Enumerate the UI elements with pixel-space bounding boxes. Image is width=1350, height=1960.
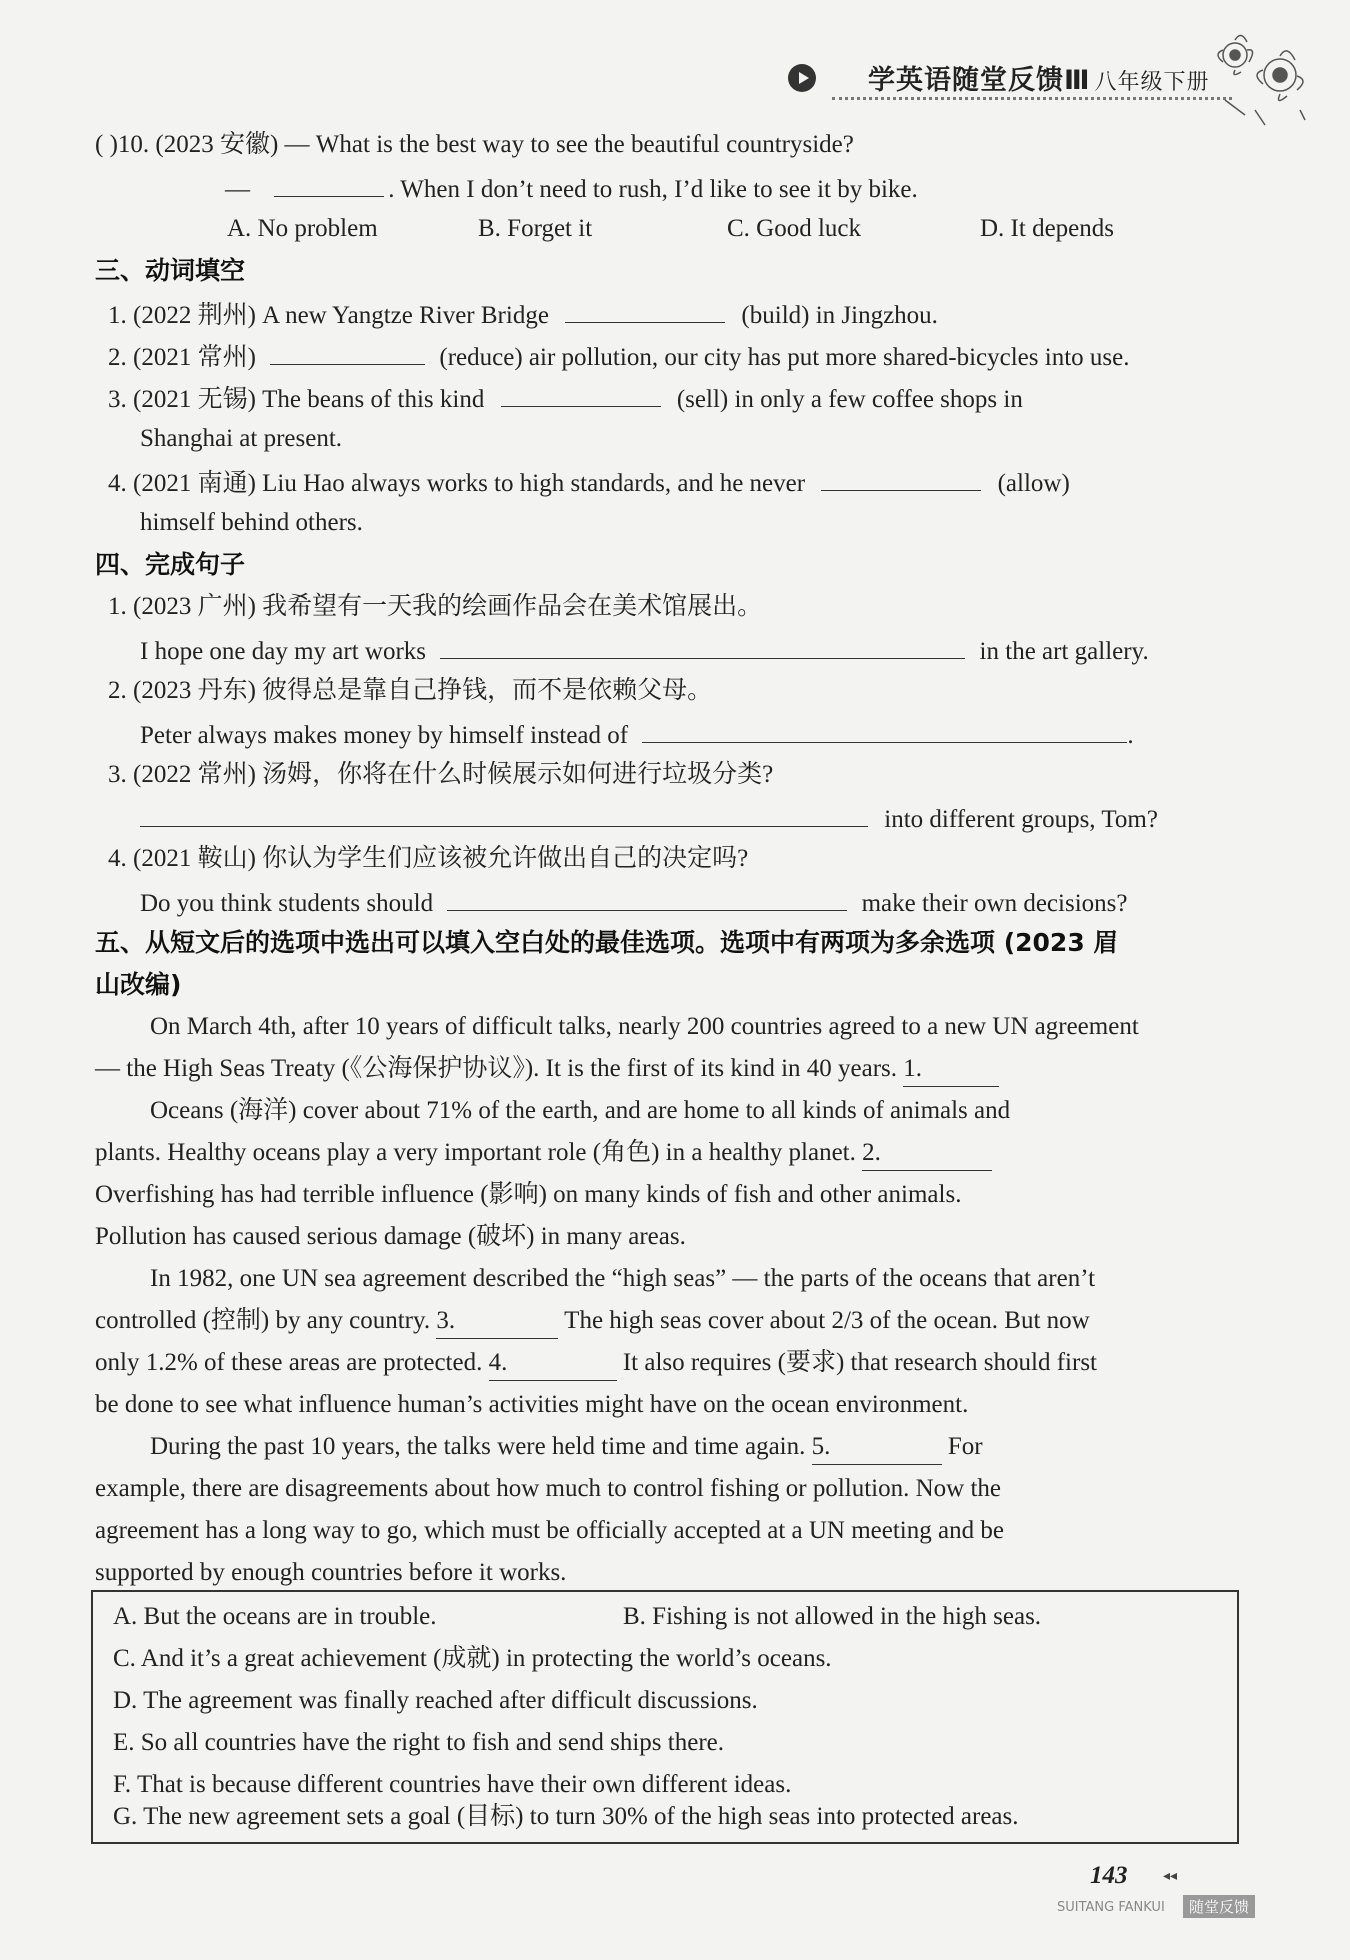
section-4-heading: 四、完成句子 <box>95 550 246 579</box>
dash: — <box>225 176 250 203</box>
passage-text: plants. Healthy oceans play a very important role (角色) in a healthy planet. <box>95 1139 856 1166</box>
answer-blank[interactable] <box>565 296 725 323</box>
question-10-reply <box>225 170 918 207</box>
passage-line: supported by enough countries before it works. <box>95 1559 567 1586</box>
item-text: (reduce) air pollution, our city has put more shared-bicycles into use. <box>439 344 1130 371</box>
section-5-heading: 五、从短文后的选项中选出可以填入空白处的最佳选项。选项中有两项为多余选项 (2023 眉 <box>95 928 1119 957</box>
passage-line: Pollution has caused serious damage (破坏) in many areas. <box>95 1223 686 1250</box>
choice-a: A. But the oceans are in trouble. <box>113 1603 437 1630</box>
item-text: make their own decisions? <box>861 890 1128 917</box>
passage-line: Oceans (海洋) cover about 71% of the earth, and are home to all kinds of animals and <box>150 1097 1011 1124</box>
passage-line: On March 4th, after 10 years of difficult talks, nearly 200 countries agreed to a new UN agreement <box>150 1013 1139 1040</box>
choice-b: B. Fishing is not allowed in the high seas. <box>623 1603 1042 1630</box>
passage-line <box>95 1346 1097 1381</box>
option-b: B. Forget it <box>478 215 593 242</box>
sentence-item-2-cn: 2. (2023 丹东) 彼得总是靠自己挣钱，而不是依赖父母。 <box>108 677 713 704</box>
sentence-item-1-en <box>140 632 1149 669</box>
section-3-heading: 三、动词填空 <box>95 256 246 285</box>
item-text: 2. (2021 常州) <box>108 344 256 371</box>
passage-text: During the past 10 years, the talks were held time and time again. <box>150 1433 806 1460</box>
book-title <box>868 58 1210 97</box>
option-c: C. Good luck <box>727 215 862 242</box>
passage-text: The high seas cover about 2/3 of the ocean. But now <box>564 1307 1090 1334</box>
choice-f: F. That is because different countries have their own different ideas. <box>113 1771 792 1798</box>
item-text: Do you think students should <box>140 890 434 917</box>
item-text: (sell) in only a few coffee shops in <box>676 386 1023 413</box>
section-5-heading-cont: 山改编) <box>95 970 182 999</box>
passage-line <box>95 1136 992 1171</box>
sentence-item-3-cn: 3. (2022 常州) 汤姆，你将在什么时候展示如何进行垃圾分类? <box>108 761 774 788</box>
answer-blank[interactable] <box>447 884 847 911</box>
book-title-text: 学英语随堂反馈Ⅲ <box>868 65 1091 96</box>
blank-number: 4. <box>488 1349 508 1376</box>
passage-line: example, there are disagreements about how much to control fishing or pollution. Now the <box>95 1475 1002 1502</box>
verb-item-1 <box>108 296 938 333</box>
verb-item-3 <box>108 380 1023 417</box>
reply-text: . When I don’t need to rush, I’d like to see it by bike. <box>388 176 918 203</box>
sentence-item-4-en <box>140 884 1127 921</box>
verb-item-3-cont: Shanghai at present. <box>140 425 343 452</box>
passage-line: Overfishing has had terrible influence (影响) on many kinds of fish and other animals. <box>95 1181 962 1208</box>
item-text: 3. (2021 无锡) The beans of this kind <box>108 386 485 413</box>
question-10-stem: ( )10. (2023 安徽) — What is the best way to see the beautiful countryside? <box>95 131 854 158</box>
choice-c: C. And it’s a great achievement (成就) in protecting the world’s oceans. <box>113 1645 832 1672</box>
passage-blank-3[interactable] <box>436 1304 558 1339</box>
option-d: D. It depends <box>980 215 1114 242</box>
choice-d: D. The agreement was finally reached after difficult discussions. <box>113 1687 758 1714</box>
verb-item-4 <box>108 464 1070 501</box>
play-icon <box>788 64 816 92</box>
answer-blank[interactable] <box>501 380 661 407</box>
item-text: in the art gallery. <box>979 638 1149 665</box>
item-text: 1. (2022 荆州) A new Yangtze River Bridge <box>108 302 549 329</box>
blank-number: 2. <box>862 1139 881 1166</box>
item-text: Peter always makes money by himself instead of <box>140 722 629 749</box>
item-text: 4. (2021 南通) Liu Hao always works to high standards, and he never <box>108 470 806 497</box>
passage-text: For <box>947 1433 983 1460</box>
passage-line: agreement has a long way to go, which must be officially accepted at a UN meeting and be <box>95 1517 1004 1544</box>
passage-text: — the High Seas Treaty (《公海保护协议》). It is the first of its kind in 40 years. <box>95 1055 898 1082</box>
sentence-item-4-cn: 4. (2021 鞍山) 你认为学生们应该被允许做出自己的决定吗? <box>108 845 749 872</box>
answer-blank[interactable] <box>642 716 1127 743</box>
passage-blank-4[interactable] <box>489 1346 617 1381</box>
footer-brand-cn: 随堂反馈 <box>1183 1895 1255 1918</box>
sentence-item-1-cn: 1. (2023 广州) 我希望有一天我的绘画作品会在美术馆展出。 <box>108 593 763 620</box>
passage-blank-1[interactable] <box>903 1052 999 1087</box>
passage-line <box>150 1430 983 1465</box>
passage-text: only 1.2% of these areas are protected. <box>95 1349 483 1376</box>
passage-blank-5[interactable] <box>812 1430 942 1465</box>
passage-text: controlled (控制) by any country. <box>95 1307 431 1334</box>
double-arrow-icon: ◂◂ <box>1163 1869 1178 1884</box>
blank-number: 1. <box>903 1055 923 1082</box>
footer-brand-en: SUITANG FANKUI <box>1057 1900 1165 1915</box>
passage-line <box>95 1304 1090 1339</box>
options-box <box>91 1590 1239 1844</box>
answer-blank[interactable] <box>270 338 425 365</box>
choice-e: E. So all countries have the right to fish and send ships there. <box>113 1729 724 1756</box>
blank-number: 5. <box>811 1433 831 1460</box>
item-text: (build) in Jingzhou. <box>741 302 938 329</box>
choice-g: G. The new agreement sets a goal (目标) to turn 30% of the high seas into protected areas. <box>113 1803 1019 1830</box>
answer-blank[interactable] <box>274 170 384 197</box>
answer-blank[interactable] <box>821 464 981 491</box>
verb-item-2 <box>108 338 1129 375</box>
passage-line: In 1982, one UN sea agreement described the “high seas” — the parts of the oceans that aren’t <box>150 1265 1096 1292</box>
sentence-item-2-en <box>140 716 1134 753</box>
option-a: A. No problem <box>227 215 378 242</box>
answer-blank[interactable] <box>440 632 965 659</box>
header-divider <box>832 97 1232 100</box>
blank-number: 3. <box>436 1307 456 1334</box>
sentence-item-3-en <box>140 800 1158 837</box>
item-text: (allow) <box>997 470 1070 497</box>
page-number: 143 <box>1090 1862 1128 1889</box>
grade-label: 八年级下册 <box>1094 70 1210 95</box>
verb-item-4-cont: himself behind others. <box>140 509 363 536</box>
item-text: into different groups, Tom? <box>884 806 1158 833</box>
item-text: I hope one day my art works <box>140 638 427 665</box>
sunflower-decoration-icon <box>1205 20 1315 130</box>
passage-blank-2[interactable] <box>862 1136 992 1171</box>
item-text: . <box>1127 722 1134 749</box>
passage-line: be done to see what influence human’s activities might have on the ocean environment. <box>95 1391 969 1418</box>
answer-blank[interactable] <box>140 800 868 827</box>
passage-text: It also requires (要求) that research should first <box>622 1349 1098 1376</box>
passage-line <box>95 1052 999 1087</box>
